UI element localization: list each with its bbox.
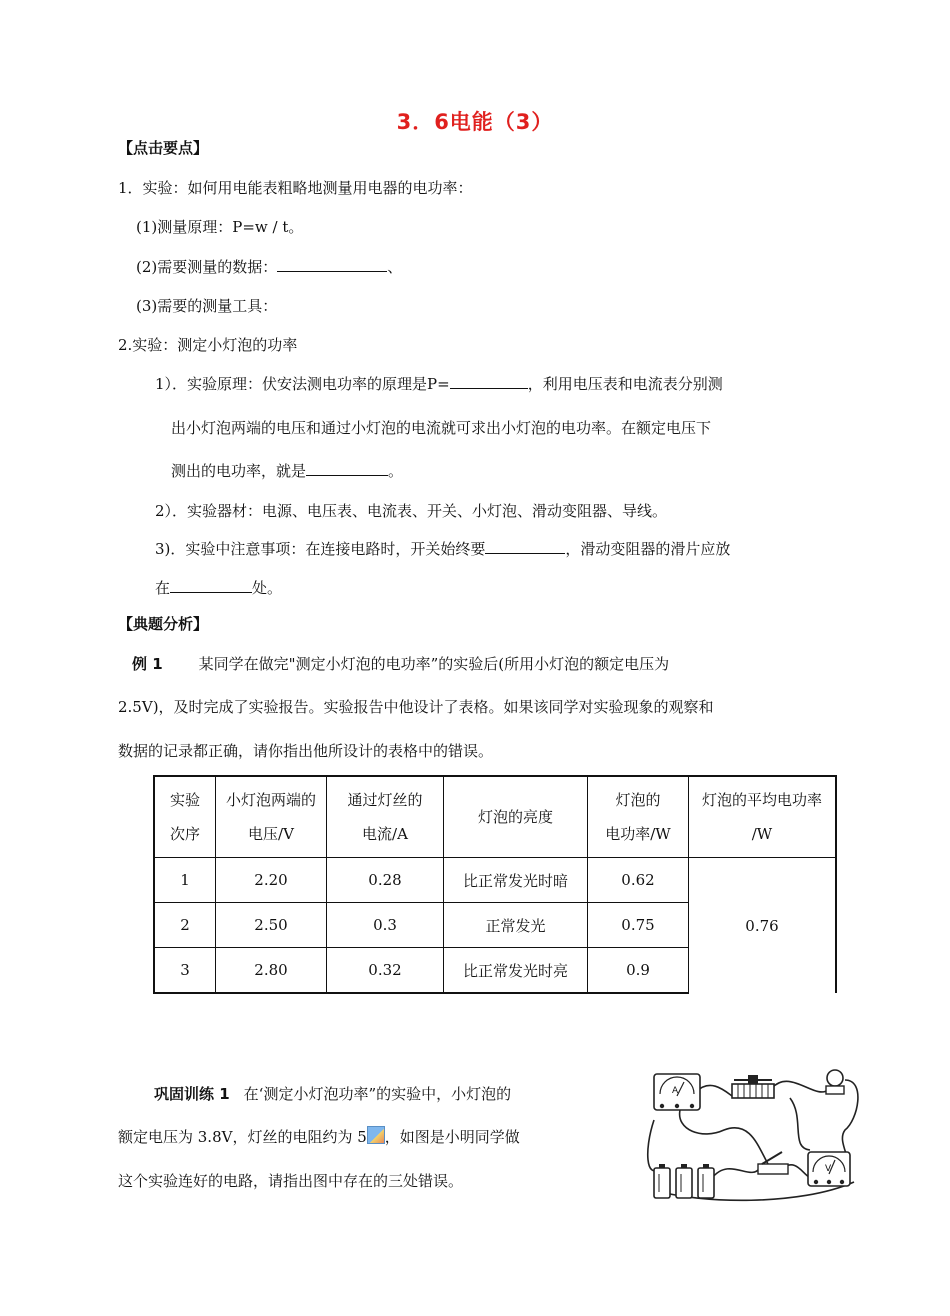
battery-pack [654, 1164, 714, 1198]
switch [758, 1152, 788, 1174]
section-heading-examples: 【典题分析】 [118, 615, 209, 633]
item-2-1-line-c [171, 460, 403, 481]
item-1: 1．实验：如何用电能表粗略地测量用电器的电功率： [118, 179, 473, 197]
item-2-1-tail: ，利用电压表和电流表分别测 [527, 375, 723, 393]
answer-blank [277, 257, 387, 272]
example-label: 例 1 [132, 655, 163, 673]
item-2-3-line-a [155, 538, 730, 559]
item-2-1-text: 1）．实验原理：伏安法测电功率的原理是P= [155, 375, 450, 393]
table-cell: 0.32 [327, 948, 444, 994]
sliding-rheostat [732, 1075, 774, 1098]
table-cell: 0.9 [588, 948, 689, 994]
circuit-diagram [640, 1060, 864, 1206]
ammeter-symbol: A [672, 1086, 679, 1096]
item-1-2 [136, 256, 402, 277]
experiment-table [153, 775, 837, 994]
practice-label: 巩固训练 1 [154, 1085, 230, 1103]
item-2: 2.实验：测定小灯泡的功率 [118, 336, 298, 354]
practice-text-b: 额定电压为 3.8V，灯丝的电阻约为 5 [118, 1128, 367, 1146]
table-cell: 2.80 [216, 948, 327, 994]
voltmeter [808, 1152, 850, 1186]
item-1-2-text: (2)需要测量的数据： [136, 258, 278, 276]
header-cell: 小灯泡两端的 电压/V [216, 776, 327, 858]
example-line-c: 数据的记录都正确，请你指出他所设计的表格中的错误。 [118, 742, 494, 760]
example-line-a [132, 653, 669, 674]
table-cell: 0.28 [327, 858, 444, 903]
table-cell: 比正常发光时亮 [444, 948, 588, 994]
header-cell: 灯泡的平均电功率 /W [689, 776, 837, 858]
header-cell: 通过灯丝的 电流/A [327, 776, 444, 858]
table-cell: 0.75 [588, 903, 689, 948]
practice-line-c: 这个实验连好的电路，请指出图中存在的三处错误。 [118, 1172, 464, 1190]
table-cell: 比正常发光时暗 [444, 858, 588, 903]
table-cell: 0.62 [588, 858, 689, 903]
item-2-2: 2）．实验器材：电源、电压表、电流表、开关、小灯泡、滑动变阻器、导线。 [155, 502, 668, 520]
item-2-1-c-text: 测出的电功率，就是 [171, 462, 307, 480]
table-cell: 1 [154, 858, 216, 903]
header-cell: 灯泡的亮度 [444, 776, 588, 858]
practice-text-b-tail: ，如图是小明同学做 [384, 1128, 520, 1146]
answer-blank [306, 461, 388, 476]
answer-blank [450, 374, 528, 389]
item-2-3-tail: ，滑动变阻器的滑片应放 [565, 540, 731, 558]
item-1-2-tail: 、 [387, 258, 403, 276]
table-cell-average: 0.76 [689, 858, 837, 994]
table-cell: 3 [154, 948, 216, 994]
example-text-a: 某同学在做完"测定小灯泡的电功率”的实验后(所用小灯泡的额定电压为 [198, 655, 670, 673]
table-cell: 0.3 [327, 903, 444, 948]
answer-blank [170, 578, 252, 593]
table-cell: 正常发光 [444, 903, 588, 948]
item-2-3-b-tail: 处。 [252, 579, 283, 597]
broken-image-icon [367, 1126, 385, 1144]
ammeter [654, 1074, 700, 1110]
page-title: 3．6电能（3） [396, 110, 554, 134]
practice-text-a: 在‘测定小灯泡功率”的实验中，小灯泡的 [243, 1085, 512, 1103]
table-cell: 2.50 [216, 903, 327, 948]
item-1-1: (1)测量原理：P=w / t。 [136, 218, 304, 236]
item-1-3: (3)需要的测量工具： [136, 297, 278, 315]
table-header-row [154, 776, 836, 858]
header-cell: 灯泡的 电功率/W [588, 776, 689, 858]
item-2-3-b-text: 在 [155, 579, 171, 597]
item-2-1-line-b: 出小灯泡两端的电压和通过小灯泡的电流就可求出小灯泡的电功率。在额定电压下 [171, 419, 712, 437]
example-line-b: 2.5V)，及时完成了实验报告。实验报告中他设计了表格。如果该同学对实验现象的观察和 [118, 698, 714, 716]
light-bulb [826, 1070, 844, 1094]
header-cell: 实验 次序 [154, 776, 216, 858]
item-2-1-c-tail: 。 [388, 462, 404, 480]
item-2-1-line-a [155, 373, 723, 394]
voltmeter-symbol: V [825, 1164, 832, 1174]
practice-line-b [118, 1126, 520, 1147]
answer-blank [485, 539, 565, 554]
table-row [154, 858, 836, 903]
practice-line-a [154, 1083, 511, 1104]
table-cell: 2.20 [216, 858, 327, 903]
section-heading-key-points: 【点击要点】 [118, 139, 209, 157]
item-2-3-text: 3)．实验中注意事项：在连接电路时，开关始终要 [155, 540, 486, 558]
table-cell: 2 [154, 903, 216, 948]
item-2-3-line-b [155, 577, 282, 598]
